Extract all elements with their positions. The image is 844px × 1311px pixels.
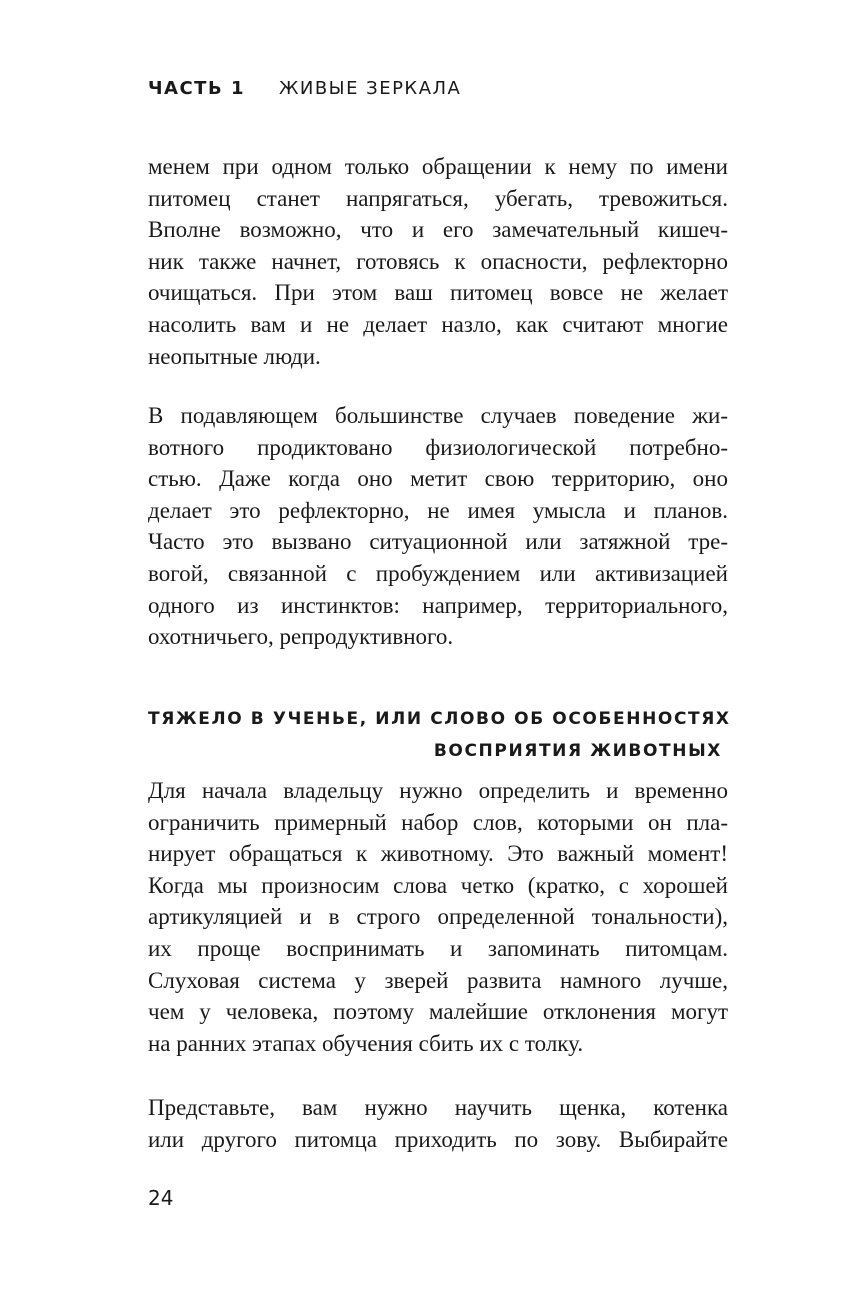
text-line: Часто это вызвано ситуационной или затяжной тре- — [148, 529, 728, 555]
text-line: питомец станет напрягаться, убегать, тревожиться. — [148, 185, 728, 211]
paragraph — [148, 775, 728, 1059]
paragraph — [148, 400, 728, 653]
text-line: Вполне возможно, что и его замечательный кишеч- — [148, 217, 728, 243]
text-line: вогой, связанной с пробуждением или активизацией — [148, 560, 728, 586]
page-number: 24 — [148, 1186, 174, 1210]
text-line: на ранних этапах обучения сбить их с толку. — [148, 1030, 584, 1056]
text-line: делает это рефлекторно, не имея умысла и планов. — [148, 497, 728, 523]
text-line: одного из инстинктов: например, территориального, — [148, 592, 728, 618]
text-line: Для начала владельцу нужно определить и временно — [148, 778, 728, 803]
text-line: ник также начнет, готовясь к опасности, рефлекторно — [148, 248, 728, 274]
text-line: Когда мы произносим слова четко (кратко, с хорошей — [148, 872, 728, 898]
text-line: чем у человека, поэтому малейшие отклонения могут — [148, 999, 728, 1025]
text-line: очищаться. При этом ваш питомец вовсе не желает — [148, 280, 728, 306]
paragraph — [148, 151, 728, 372]
text-line: ограничить примерный набор слов, которыми он пла- — [148, 809, 728, 835]
running-head-part: ЧАСТЬ 1 — [148, 78, 245, 99]
text-line: Слуховая система у зверей развита намного лучше, — [148, 967, 728, 993]
text-line: В подавляющем большинстве случаев поведение жи- — [148, 403, 728, 428]
text-line: их проще воспринимать и запоминать питомцам. — [148, 935, 728, 961]
text-line: Представьте, вам нужно научить щенка, котенка — [148, 1095, 728, 1120]
text-line: или другого питомца приходить по зову. Выбирайте — [148, 1126, 728, 1152]
text-line: неопытные люди. — [148, 343, 321, 369]
text-line: насолить вам и не делает назло, как считают многие — [148, 311, 728, 337]
paragraph — [148, 1092, 728, 1155]
section-heading-line: ВОСПРИЯТИЯ ЖИВОТНЫХ — [433, 741, 722, 761]
text-line: менем при одном только обращении к нему по имени — [148, 154, 728, 179]
text-line: вотного продиктовано физиологической потребно- — [148, 434, 728, 460]
running-head — [148, 78, 461, 104]
running-head-chapter: ЖИВЫЕ ЗЕРКАЛА — [278, 78, 462, 99]
text-line: охотничьего, репродуктивного. — [148, 624, 454, 650]
text-line: стью. Даже когда оно метит свою территорию, оно — [148, 466, 728, 492]
section-heading-line: ТЯЖЕЛО В УЧЕНЬЕ, ИЛИ СЛОВО ОБ ОСОБЕННОСТЯХ — [148, 709, 731, 729]
section-heading — [148, 703, 731, 767]
text-line: нирует обращаться к животному. Это важный момент! — [148, 841, 728, 867]
text-line: артикуляцией и в строго определенной тональности), — [148, 904, 728, 930]
